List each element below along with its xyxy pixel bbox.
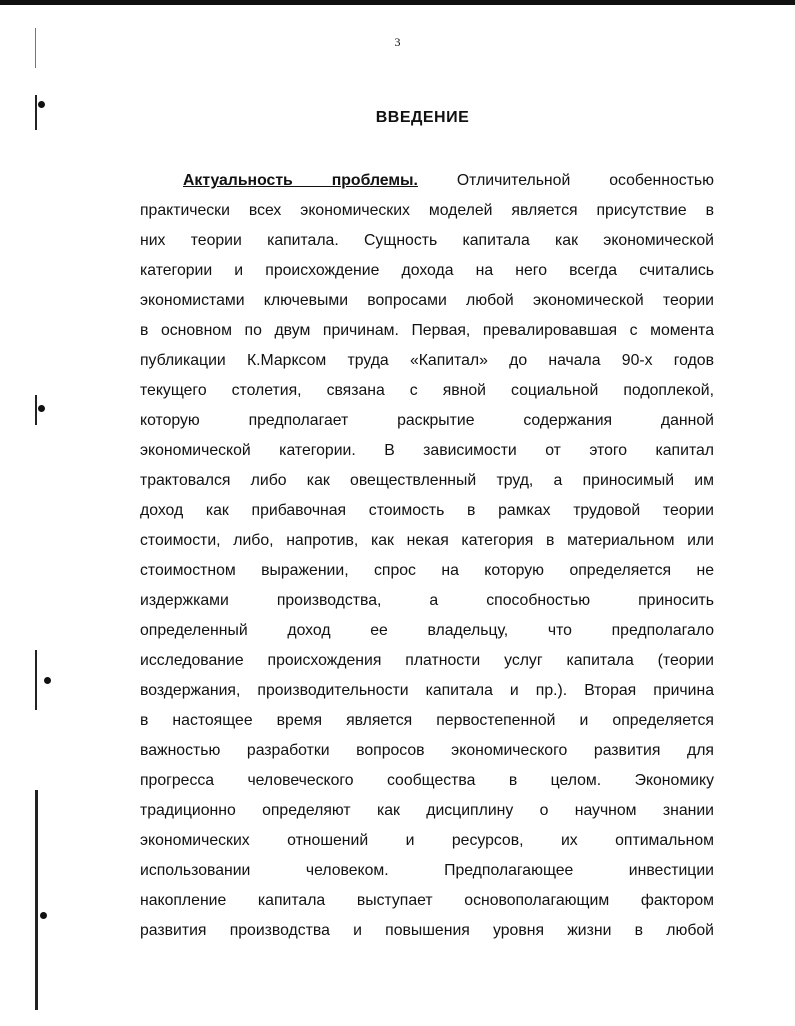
text-line: использовании человеком. Предполагающее инвестиции bbox=[140, 862, 714, 879]
text-line: экономических отношений и ресурсов, их оптимальном bbox=[140, 832, 714, 849]
text-line: прогресса человеческого сообщества в целом. Экономику bbox=[140, 772, 714, 789]
scan-left-edge-mark bbox=[35, 790, 38, 1010]
text-line: них теории капитала. Сущность капитала как экономической bbox=[140, 232, 714, 249]
text-line: текущего столетия, связана с явной социальной подоплекой, bbox=[140, 382, 714, 399]
text-line: в настоящее время является первостепенной и определяется bbox=[140, 712, 714, 729]
text-line: важностью разработки вопросов экономического развития для bbox=[140, 742, 714, 759]
binding-hole-dot bbox=[38, 101, 45, 108]
binding-hole-dot bbox=[38, 405, 45, 412]
text-line: публикации К.Марксом труда «Капитал» до начала 90-х годов bbox=[140, 352, 714, 369]
text-line: которую предполагает раскрытие содержания данной bbox=[140, 412, 714, 429]
text-line: в основном по двум причинам. Первая, превалировавшая с момента bbox=[140, 322, 714, 339]
text-line: определенный доход ее владельцу, что предполагало bbox=[140, 622, 714, 639]
text-line: исследование происхождения платности услуг капитала (теории bbox=[140, 652, 714, 669]
text-line: доход как прибавочная стоимость в рамках трудовой теории bbox=[140, 502, 714, 519]
text-line: развития производства и повышения уровня жизни в любой bbox=[140, 922, 714, 939]
scan-left-edge-mark bbox=[35, 650, 37, 710]
text-line bbox=[140, 166, 714, 196]
body-paragraph bbox=[140, 166, 714, 946]
section-heading: ВВЕДЕНИЕ bbox=[375, 109, 470, 126]
binding-hole-dot bbox=[40, 912, 47, 919]
text-line: воздержания, производительности капитала и пр.). Вторая причина bbox=[140, 682, 714, 699]
text-line: экономистами ключевыми вопросами любой экономической теории bbox=[140, 292, 714, 309]
scan-left-edge-mark bbox=[35, 395, 37, 425]
text-line: традиционно определяют как дисциплину о научном знании bbox=[140, 802, 714, 819]
text-line: накопление капитала выступает основополагающим фактором bbox=[140, 892, 714, 909]
binding-hole-dot bbox=[44, 677, 51, 684]
text-line: трактовался либо как овеществленный труд, а приносимый им bbox=[140, 472, 714, 489]
text-line: издержками производства, а способностью приносить bbox=[140, 592, 714, 609]
scan-top-border bbox=[0, 0, 795, 5]
text-line: стоимостном выражении, спрос на которую определяется не bbox=[140, 562, 714, 579]
text-line: стоимости, либо, напротив, как некая категория в материальном или bbox=[140, 532, 714, 549]
page-number: 3 bbox=[394, 35, 401, 49]
line-text: Отличительной особенностью bbox=[417, 172, 714, 189]
text-line: категории и происхождение дохода на него всегда считались bbox=[140, 262, 714, 279]
lead-phrase: Актуальность проблемы. bbox=[183, 172, 418, 189]
text-line: экономической категории. В зависимости от этого капитал bbox=[140, 442, 714, 459]
text-line: практически всех экономических моделей является присутствие в bbox=[140, 202, 714, 219]
